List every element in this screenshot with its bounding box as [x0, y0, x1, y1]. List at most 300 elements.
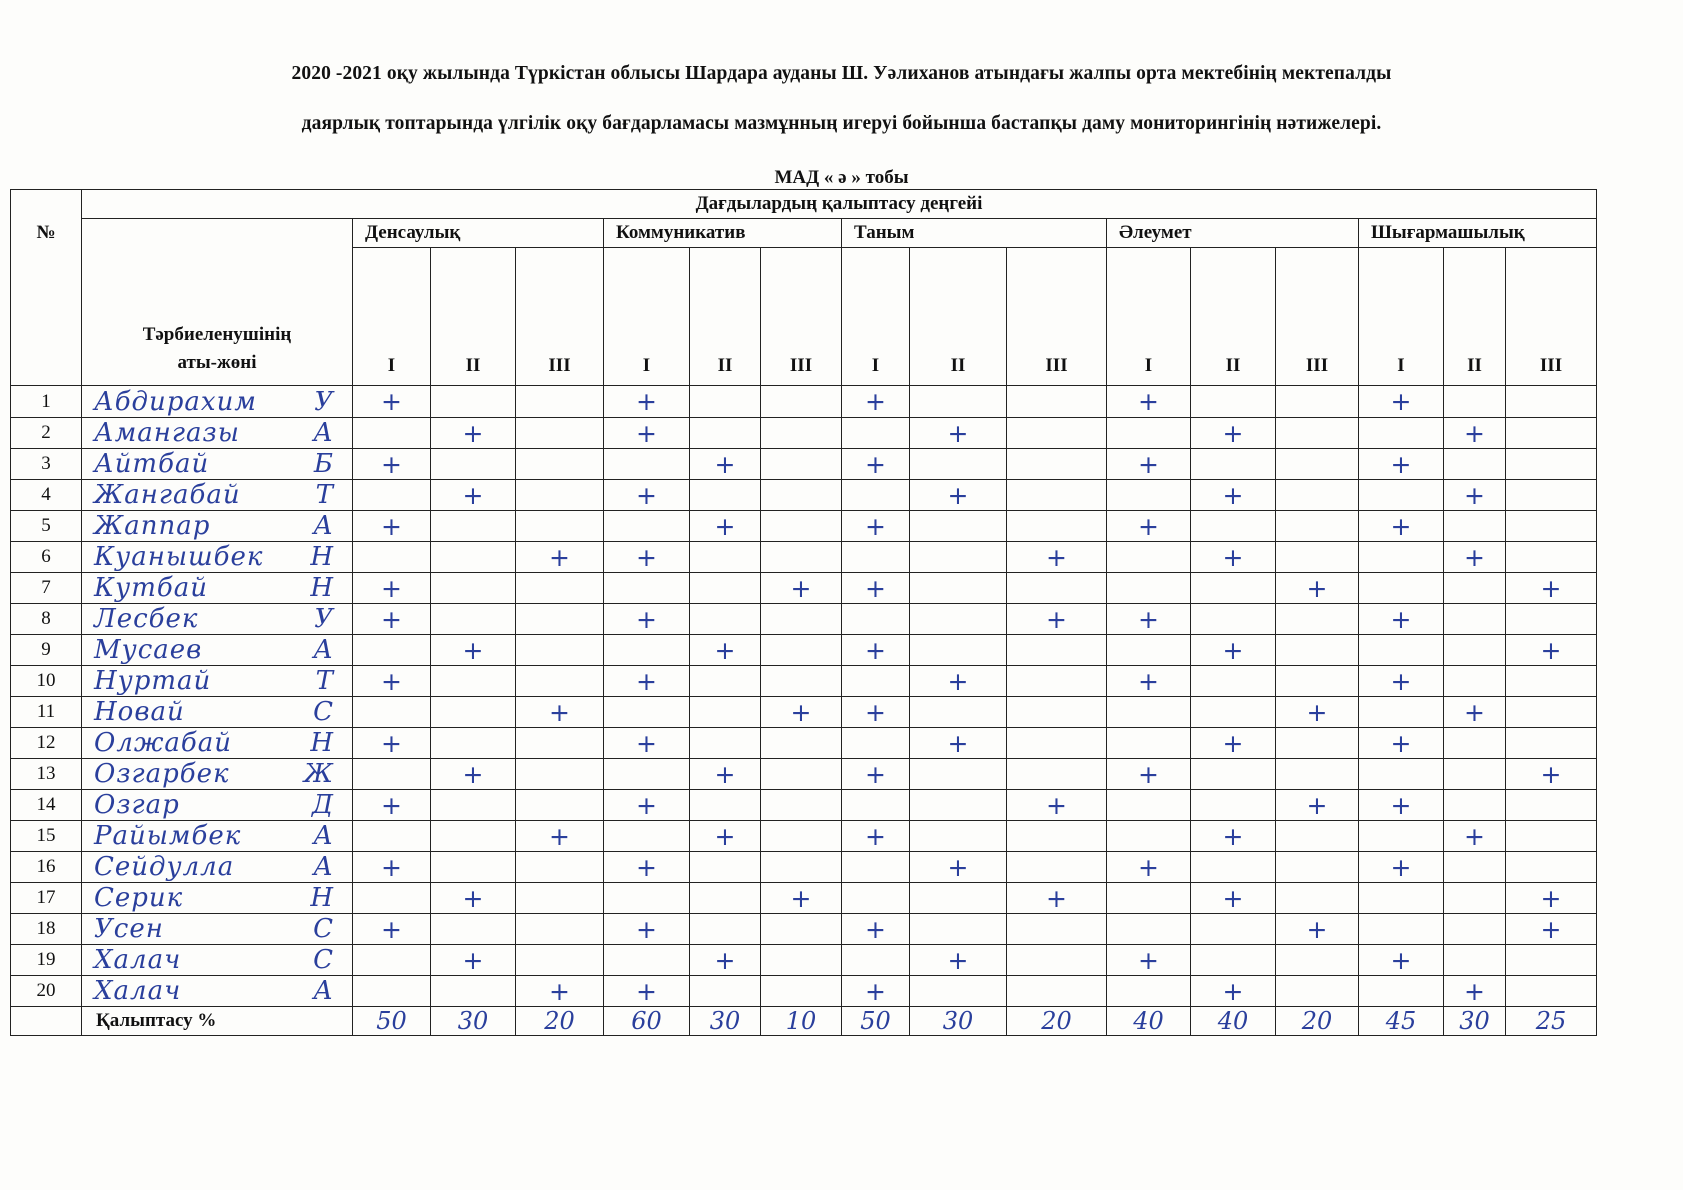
empty-cell — [690, 790, 761, 821]
empty-cell — [1191, 790, 1276, 821]
pupil-name-cell — [82, 697, 353, 728]
empty-cell — [1276, 511, 1359, 542]
plus-mark: + — [1506, 635, 1597, 666]
plus-mark: + — [604, 790, 690, 821]
empty-cell — [1506, 852, 1597, 883]
empty-cell — [761, 728, 842, 759]
empty-cell — [1107, 728, 1191, 759]
pupil-initial: У — [314, 386, 334, 417]
empty-cell — [431, 976, 516, 1007]
empty-cell — [842, 790, 910, 821]
empty-cell — [1191, 697, 1276, 728]
empty-cell — [1007, 449, 1107, 480]
level-header: III — [516, 248, 604, 386]
plus-mark: + — [431, 418, 516, 449]
pupil-initial: У — [314, 604, 334, 634]
plus-mark: + — [1359, 852, 1444, 883]
empty-cell — [761, 790, 842, 821]
table-row — [11, 945, 1597, 976]
empty-cell — [516, 883, 604, 914]
pupil-initial: С — [313, 914, 334, 944]
empty-cell — [1444, 914, 1506, 945]
domain-header: Шығармашылық — [1359, 219, 1597, 248]
pupil-surname: Жаппар — [94, 511, 211, 541]
pupil-name-cell — [82, 573, 353, 604]
empty-cell — [1506, 386, 1597, 418]
empty-cell — [353, 883, 431, 914]
pupil-initial: С — [313, 945, 334, 975]
empty-cell — [353, 697, 431, 728]
empty-cell — [1007, 697, 1107, 728]
pupil-surname: Лесбек — [94, 604, 199, 634]
level-header: II — [1191, 248, 1276, 386]
table-row — [11, 759, 1597, 790]
monitoring-table — [10, 189, 1597, 1036]
empty-cell — [1107, 418, 1191, 449]
plus-mark: + — [1506, 573, 1597, 604]
pupil-surname: Айтбай — [94, 449, 210, 479]
plus-mark: + — [1359, 604, 1444, 635]
empty-cell — [516, 728, 604, 759]
empty-cell — [910, 449, 1007, 480]
row-number: 5 — [11, 511, 82, 542]
empty-cell — [690, 976, 761, 1007]
plus-mark: + — [1007, 604, 1107, 635]
plus-mark: + — [1506, 914, 1597, 945]
pupil-surname: Усен — [94, 914, 164, 944]
empty-cell — [910, 914, 1007, 945]
empty-cell — [604, 449, 690, 480]
empty-cell — [1276, 728, 1359, 759]
empty-cell — [910, 542, 1007, 573]
row-number: 11 — [11, 697, 82, 728]
empty-cell — [1007, 418, 1107, 449]
empty-cell — [1007, 573, 1107, 604]
pupil-name-cell — [82, 511, 353, 542]
level-header: III — [761, 248, 842, 386]
plus-mark: + — [353, 449, 431, 480]
plus-mark: + — [1191, 883, 1276, 914]
empty-cell — [1506, 449, 1597, 480]
pupil-name-cell — [82, 852, 353, 883]
empty-cell — [1444, 666, 1506, 697]
percent-value: 30 — [690, 1007, 761, 1036]
pupil-name-cell — [82, 635, 353, 666]
empty-cell — [1444, 635, 1506, 666]
empty-cell — [1276, 821, 1359, 852]
empty-cell — [1107, 697, 1191, 728]
plus-mark: + — [842, 511, 910, 542]
row-number: 6 — [11, 542, 82, 573]
plus-mark: + — [842, 386, 910, 418]
plus-mark: + — [1359, 666, 1444, 697]
row-number: 14 — [11, 790, 82, 821]
table-row — [11, 852, 1597, 883]
plus-mark: + — [1359, 945, 1444, 976]
pupil-initial: А — [313, 821, 334, 851]
empty-cell — [516, 852, 604, 883]
domain-header: Денсаулық — [353, 219, 604, 248]
empty-cell — [1007, 976, 1107, 1007]
empty-cell — [1276, 883, 1359, 914]
plus-mark: + — [1191, 418, 1276, 449]
plus-mark: + — [604, 542, 690, 573]
pupil-surname: Озгар — [94, 790, 180, 820]
pupil-initial: Н — [310, 542, 334, 572]
percent-value: 20 — [1007, 1007, 1107, 1036]
plus-mark: + — [1506, 883, 1597, 914]
empty-cell — [910, 573, 1007, 604]
empty-cell — [1276, 480, 1359, 511]
plus-mark: + — [353, 852, 431, 883]
empty-cell — [842, 945, 910, 976]
empty-cell — [1276, 418, 1359, 449]
empty-cell — [690, 666, 761, 697]
percent-value: 45 — [1359, 1007, 1444, 1036]
title-line-2: даярлық топтарында үлгілік оқу бағдарламасы мазмұнның игеруі бойынша бастапқы даму мониторингінің нәтижелері. — [301, 113, 1382, 134]
empty-cell — [1506, 480, 1597, 511]
table-row — [11, 914, 1597, 945]
plus-mark: + — [516, 542, 604, 573]
empty-cell — [516, 635, 604, 666]
empty-cell — [1276, 852, 1359, 883]
percent-value: 30 — [1444, 1007, 1506, 1036]
empty-cell — [431, 666, 516, 697]
table-row — [11, 728, 1597, 759]
pupil-surname: Олжабай — [94, 728, 233, 758]
empty-cell — [690, 573, 761, 604]
empty-cell — [842, 542, 910, 573]
table-row — [11, 511, 1597, 542]
plus-mark: + — [1107, 386, 1191, 418]
empty-cell — [1276, 945, 1359, 976]
table-row — [11, 697, 1597, 728]
empty-cell — [842, 480, 910, 511]
empty-cell — [431, 449, 516, 480]
empty-cell — [516, 790, 604, 821]
percent-value: 20 — [1276, 1007, 1359, 1036]
pupil-initial: А — [313, 511, 334, 541]
empty-cell — [604, 697, 690, 728]
empty-cell — [1276, 542, 1359, 573]
plus-mark: + — [1191, 821, 1276, 852]
empty-cell — [1444, 759, 1506, 790]
percent-value: 10 — [761, 1007, 842, 1036]
pupil-initial: Н — [310, 728, 334, 758]
row-number: 13 — [11, 759, 82, 790]
table-row — [11, 573, 1597, 604]
pupil-surname: Новай — [94, 697, 185, 727]
table-row — [11, 542, 1597, 573]
plus-mark: + — [1359, 386, 1444, 418]
pupil-initial: Т — [315, 480, 334, 510]
empty-cell — [1506, 666, 1597, 697]
pupil-name-header-line-1: Тәрбиеленушінің — [142, 324, 292, 345]
plus-mark: + — [1191, 728, 1276, 759]
empty-cell — [842, 604, 910, 635]
plus-mark: + — [604, 914, 690, 945]
percent-value: 40 — [1191, 1007, 1276, 1036]
plus-mark: + — [690, 945, 761, 976]
pupil-initial: Н — [310, 573, 334, 603]
empty-cell — [1359, 759, 1444, 790]
empty-cell — [1191, 511, 1276, 542]
plus-mark: + — [431, 480, 516, 511]
plus-mark: + — [1506, 759, 1597, 790]
empty-cell — [1191, 386, 1276, 418]
empty-cell — [1107, 914, 1191, 945]
row-number: 19 — [11, 945, 82, 976]
empty-cell — [1506, 542, 1597, 573]
empty-cell — [604, 511, 690, 542]
empty-cell — [1276, 759, 1359, 790]
level-header: II — [1444, 248, 1506, 386]
empty-cell — [1359, 542, 1444, 573]
empty-cell — [761, 604, 842, 635]
empty-cell — [516, 666, 604, 697]
empty-cell — [761, 914, 842, 945]
plus-mark: + — [353, 511, 431, 542]
empty-cell — [761, 542, 842, 573]
empty-cell — [353, 635, 431, 666]
plus-mark: + — [431, 883, 516, 914]
plus-mark: + — [842, 449, 910, 480]
plus-mark: + — [842, 821, 910, 852]
plus-mark: + — [1107, 449, 1191, 480]
pupil-name-header-line-2: аты-жөні — [177, 352, 257, 373]
empty-cell — [690, 697, 761, 728]
empty-cell — [1359, 480, 1444, 511]
table-row — [11, 386, 1597, 418]
empty-cell — [431, 852, 516, 883]
plus-mark: + — [842, 635, 910, 666]
plus-mark: + — [1191, 542, 1276, 573]
empty-cell — [516, 604, 604, 635]
empty-cell — [353, 480, 431, 511]
pupil-name-cell — [82, 759, 353, 790]
empty-cell — [910, 635, 1007, 666]
empty-cell — [1191, 573, 1276, 604]
level-header: I — [604, 248, 690, 386]
pupil-name-cell — [82, 604, 353, 635]
plus-mark: + — [1444, 418, 1506, 449]
plus-mark: + — [1107, 759, 1191, 790]
plus-mark: + — [1359, 728, 1444, 759]
skills-level-header: Дағдылардың қалыптасу деңгейі — [82, 190, 1597, 219]
plus-mark: + — [604, 480, 690, 511]
plus-mark: + — [604, 852, 690, 883]
empty-cell — [353, 542, 431, 573]
table-row — [11, 976, 1597, 1007]
empty-cell — [1191, 449, 1276, 480]
plus-mark: + — [516, 697, 604, 728]
empty-cell — [431, 573, 516, 604]
row-number: 9 — [11, 635, 82, 666]
empty-cell — [1359, 914, 1444, 945]
empty-cell — [842, 418, 910, 449]
plus-mark: + — [1107, 852, 1191, 883]
row-number: 7 — [11, 573, 82, 604]
empty-cell — [1276, 666, 1359, 697]
plus-mark: + — [604, 418, 690, 449]
empty-cell — [1359, 821, 1444, 852]
plus-mark: + — [516, 821, 604, 852]
empty-cell — [690, 386, 761, 418]
empty-cell — [1506, 418, 1597, 449]
row-number: 16 — [11, 852, 82, 883]
row-number: 3 — [11, 449, 82, 480]
row-number: 15 — [11, 821, 82, 852]
empty-cell — [516, 449, 604, 480]
empty-cell — [516, 480, 604, 511]
empty-cell — [761, 976, 842, 1007]
row-number: 20 — [11, 976, 82, 1007]
empty-cell — [690, 542, 761, 573]
percent-value: 60 — [604, 1007, 690, 1036]
plus-mark: + — [516, 976, 604, 1007]
empty-cell — [353, 418, 431, 449]
plus-mark: + — [353, 728, 431, 759]
empty-cell — [910, 386, 1007, 418]
empty-cell — [1506, 511, 1597, 542]
empty-cell — [1191, 759, 1276, 790]
pupil-name-cell — [82, 914, 353, 945]
row-number: 1 — [11, 386, 82, 418]
pupil-initial: С — [313, 697, 334, 727]
plus-mark: + — [842, 976, 910, 1007]
pupil-name-header — [82, 219, 353, 386]
plus-mark: + — [1276, 790, 1359, 821]
empty-cell — [604, 945, 690, 976]
plus-mark: + — [690, 759, 761, 790]
empty-cell — [1007, 666, 1107, 697]
plus-mark: + — [1276, 573, 1359, 604]
table-row — [11, 821, 1597, 852]
plus-mark: + — [842, 759, 910, 790]
empty-cell — [910, 821, 1007, 852]
empty-cell — [1107, 573, 1191, 604]
plus-mark: + — [1444, 542, 1506, 573]
empty-cell — [910, 883, 1007, 914]
empty-cell — [690, 728, 761, 759]
row-number: 18 — [11, 914, 82, 945]
percent-value: 50 — [353, 1007, 431, 1036]
level-header: I — [1359, 248, 1444, 386]
plus-mark: + — [353, 386, 431, 418]
empty-cell — [516, 511, 604, 542]
pupil-name-cell — [82, 790, 353, 821]
plus-mark: + — [431, 635, 516, 666]
empty-cell — [1191, 604, 1276, 635]
plus-mark: + — [1107, 511, 1191, 542]
empty-cell — [1107, 976, 1191, 1007]
pupil-initial: А — [313, 635, 334, 665]
percent-row — [11, 1007, 1597, 1036]
row-number: 2 — [11, 418, 82, 449]
level-header: II — [910, 248, 1007, 386]
pupil-name-cell — [82, 542, 353, 573]
pupil-name-cell — [82, 386, 353, 418]
plus-mark: + — [690, 511, 761, 542]
pupil-initial: Б — [313, 449, 334, 479]
empty-cell — [1444, 449, 1506, 480]
empty-cell — [690, 914, 761, 945]
level-header: I — [842, 248, 910, 386]
plus-mark: + — [761, 883, 842, 914]
empty-cell — [910, 976, 1007, 1007]
plus-mark: + — [604, 976, 690, 1007]
plus-mark: + — [1107, 666, 1191, 697]
empty-cell — [1444, 883, 1506, 914]
pupil-surname: Озгарбек — [94, 759, 230, 789]
empty-cell — [1444, 728, 1506, 759]
empty-cell — [842, 666, 910, 697]
plus-mark: + — [1444, 480, 1506, 511]
empty-cell — [1007, 635, 1107, 666]
empty-cell — [431, 604, 516, 635]
group-label: МАД « ә » тобы — [774, 167, 909, 188]
plus-mark: + — [1191, 976, 1276, 1007]
empty-cell — [353, 945, 431, 976]
plus-mark: + — [1191, 480, 1276, 511]
table-row — [11, 418, 1597, 449]
plus-mark: + — [431, 759, 516, 790]
level-header: II — [431, 248, 516, 386]
table-row — [11, 883, 1597, 914]
empty-cell — [1506, 945, 1597, 976]
empty-cell — [1107, 635, 1191, 666]
level-header: II — [690, 248, 761, 386]
empty-cell — [1007, 914, 1107, 945]
plus-mark: + — [1276, 697, 1359, 728]
percent-label: Қалыптасу % — [82, 1007, 353, 1036]
pupil-name-cell — [82, 821, 353, 852]
percent-value: 40 — [1107, 1007, 1191, 1036]
plus-mark: + — [842, 914, 910, 945]
empty-cell — [516, 759, 604, 790]
empty-cell — [910, 790, 1007, 821]
pupil-initial: Т — [315, 666, 334, 696]
plus-mark: + — [761, 573, 842, 604]
pupil-surname: Серик — [94, 883, 184, 913]
pupil-name-cell — [82, 976, 353, 1007]
empty-cell — [604, 883, 690, 914]
empty-cell — [690, 604, 761, 635]
empty-cell — [1007, 386, 1107, 418]
empty-cell — [842, 728, 910, 759]
table-row — [11, 480, 1597, 511]
empty-cell — [910, 697, 1007, 728]
plus-mark: + — [1007, 542, 1107, 573]
plus-mark: + — [1444, 976, 1506, 1007]
empty-cell — [516, 418, 604, 449]
empty-cell — [1007, 852, 1107, 883]
empty-cell — [842, 883, 910, 914]
empty-cell — [761, 418, 842, 449]
domain-header: Коммуникатив — [604, 219, 842, 248]
plus-mark: + — [604, 728, 690, 759]
plus-mark: + — [1007, 883, 1107, 914]
empty-cell — [1359, 976, 1444, 1007]
pupil-name-cell — [82, 449, 353, 480]
plus-mark: + — [1444, 697, 1506, 728]
pupil-surname: Мусаев — [94, 635, 203, 665]
pupil-surname: Жангабай — [94, 480, 241, 510]
percent-value: 25 — [1506, 1007, 1597, 1036]
plus-mark: + — [353, 573, 431, 604]
empty-cell — [1444, 790, 1506, 821]
empty-cell — [11, 1007, 82, 1036]
